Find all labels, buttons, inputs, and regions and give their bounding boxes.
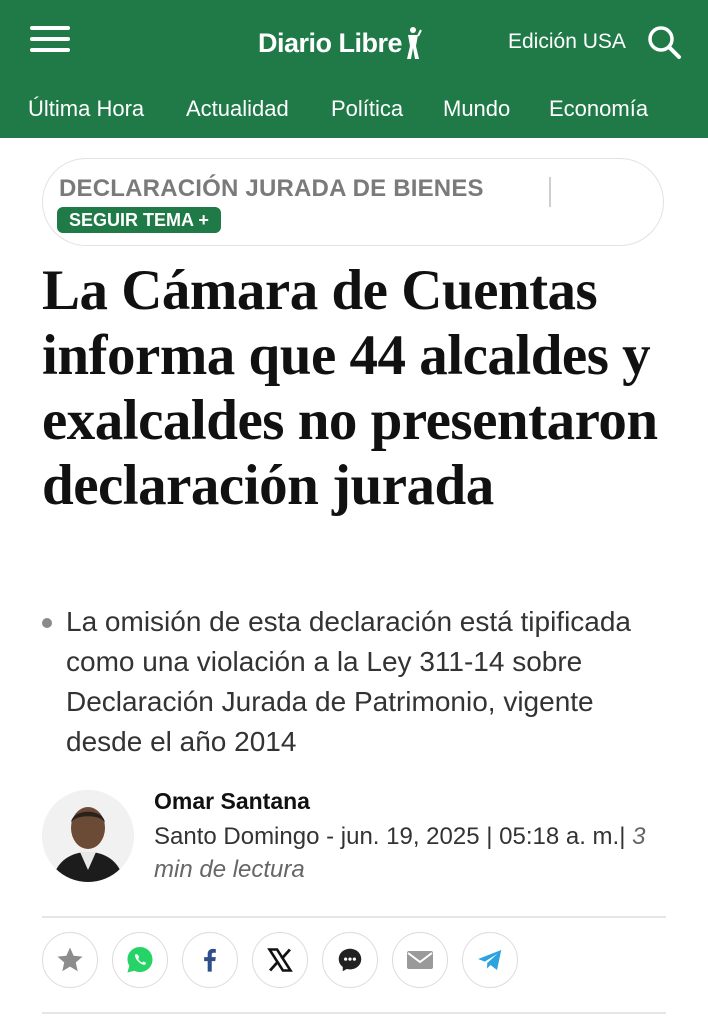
- menu-button[interactable]: [30, 26, 70, 54]
- telegram-share-button[interactable]: [462, 932, 518, 988]
- search-icon: [646, 24, 682, 60]
- author-name[interactable]: Omar Santana: [154, 788, 310, 814]
- envelope-icon: [405, 948, 435, 972]
- article-meta: [154, 820, 664, 886]
- article-summary: [42, 602, 662, 762]
- star-icon: [55, 945, 85, 975]
- x-icon: [266, 946, 294, 974]
- facebook-icon: [196, 946, 224, 974]
- whatsapp-share-button[interactable]: [112, 932, 168, 988]
- author-photo: [42, 790, 134, 882]
- location-date: Santo Domingo - jun. 19, 2025 | 05:18 a. m.|: [154, 823, 626, 850]
- author-avatar[interactable]: [42, 790, 134, 882]
- chat-bubble-icon: [335, 945, 365, 975]
- bullet-icon: [42, 618, 52, 628]
- edition-selector[interactable]: Edición USA: [508, 30, 626, 53]
- share-divider-top: [42, 916, 666, 918]
- share-divider-bottom: [42, 1012, 666, 1014]
- nav-item-ultima-hora[interactable]: Última Hora: [28, 96, 145, 121]
- section-nav: [0, 92, 708, 128]
- logo-figure-icon: [404, 26, 422, 60]
- menu-icon: [30, 26, 70, 30]
- telegram-icon: [475, 945, 505, 975]
- messenger-share-button[interactable]: [322, 932, 378, 988]
- facebook-share-button[interactable]: [182, 932, 238, 988]
- logo-text: Diario Libre: [258, 27, 403, 58]
- top-header: [0, 0, 708, 138]
- share-bar: [42, 932, 532, 988]
- favorite-button[interactable]: [42, 932, 98, 988]
- site-logo[interactable]: [258, 26, 422, 60]
- summary-text: La omisión de esta declaración está tipificada como una violación a la Ley 311-14 sobre Declaración Jurada de Patrimonio, vigente desde el año 2014: [66, 606, 632, 757]
- nav-item-politica[interactable]: Política: [331, 96, 404, 121]
- search-button[interactable]: [646, 24, 682, 60]
- nav-item-economia[interactable]: Economía: [549, 96, 649, 121]
- topic-tag: [42, 158, 664, 246]
- email-share-button[interactable]: [392, 932, 448, 988]
- whatsapp-icon: [124, 944, 156, 976]
- topic-title[interactable]: DECLARACIÓN JURADA DE BIENES: [59, 175, 484, 202]
- nav-item-mundo[interactable]: Mundo: [443, 96, 511, 121]
- x-share-button[interactable]: [252, 932, 308, 988]
- topic-divider: [549, 177, 551, 207]
- nav-item-actualidad[interactable]: Actualidad: [186, 96, 289, 121]
- article-headline: La Cámara de Cuentas informa que 44 alcaldes y exalcaldes no presentaron declaración jurada: [42, 259, 658, 517]
- reading-time: 3 min de lectura: [154, 823, 646, 883]
- follow-topic-button[interactable]: SEGUIR TEMA +: [57, 207, 221, 233]
